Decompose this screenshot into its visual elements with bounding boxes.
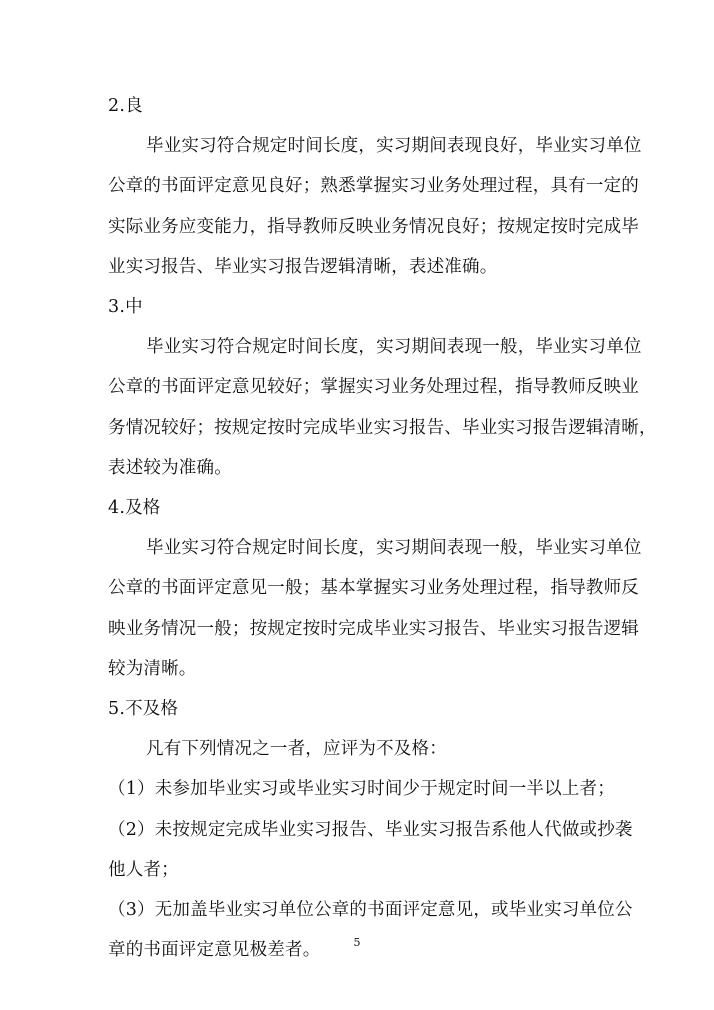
paragraph-line: 业实习报告、毕业实习报告逻辑清晰，表述准确。: [108, 257, 498, 277]
paragraph-line: 表述较为准确。: [108, 458, 232, 478]
section-heading: 3.中: [108, 297, 143, 317]
list-item: 他人者；: [108, 860, 179, 880]
paragraph-line: 务情况较好；按规定按时完成毕业实习报告、毕业实习报告逻辑清晰，: [108, 418, 657, 438]
section-heading: 2.良: [108, 96, 143, 116]
list-item: 章的书面评定意见极差者。: [108, 940, 321, 960]
paragraph-line: 公章的书面评定意见良好；熟悉掌握实习业务处理过程，具有一定的: [108, 176, 639, 196]
section-heading: 4.及格: [108, 498, 161, 518]
paragraph-line: 映业务情况一般；按规定按时完成毕业实习报告、毕业实习报告逻辑: [108, 619, 639, 639]
list-item: （2）未按规定完成毕业实习报告、毕业实习报告系他人代做或抄袭: [108, 820, 633, 840]
paragraph-line: 毕业实习符合规定时间长度，实习期间表现一般，毕业实习单位: [146, 538, 642, 558]
list-item: （3）无加盖毕业实习单位公章的书面评定意见，或毕业实习单位公: [108, 900, 633, 920]
paragraph-line: 公章的书面评定意见较好；掌握实习业务处理过程，指导教师反映业: [108, 377, 639, 397]
paragraph-line: 凡有下列情况之一者，应评为不及格：: [146, 739, 447, 759]
section-heading: 5.不及格: [108, 699, 179, 719]
paragraph-line: 较为清晰。: [108, 659, 197, 679]
page-number: 5: [353, 936, 361, 949]
paragraph-line: 毕业实习符合规定时间长度，实习期间表现良好，毕业实习单位: [146, 136, 642, 156]
paragraph-line: 毕业实习符合规定时间长度，实习期间表现一般，毕业实习单位: [146, 337, 642, 357]
paragraph-line: 实际业务应变能力，指导教师反映业务情况良好；按规定按时完成毕: [108, 217, 639, 237]
list-item: （1）未参加毕业实习或毕业实习时间少于规定时间一半以上者；: [108, 779, 615, 799]
paragraph-line: 公章的书面评定意见一般；基本掌握实习业务处理过程，指导教师反: [108, 578, 639, 598]
